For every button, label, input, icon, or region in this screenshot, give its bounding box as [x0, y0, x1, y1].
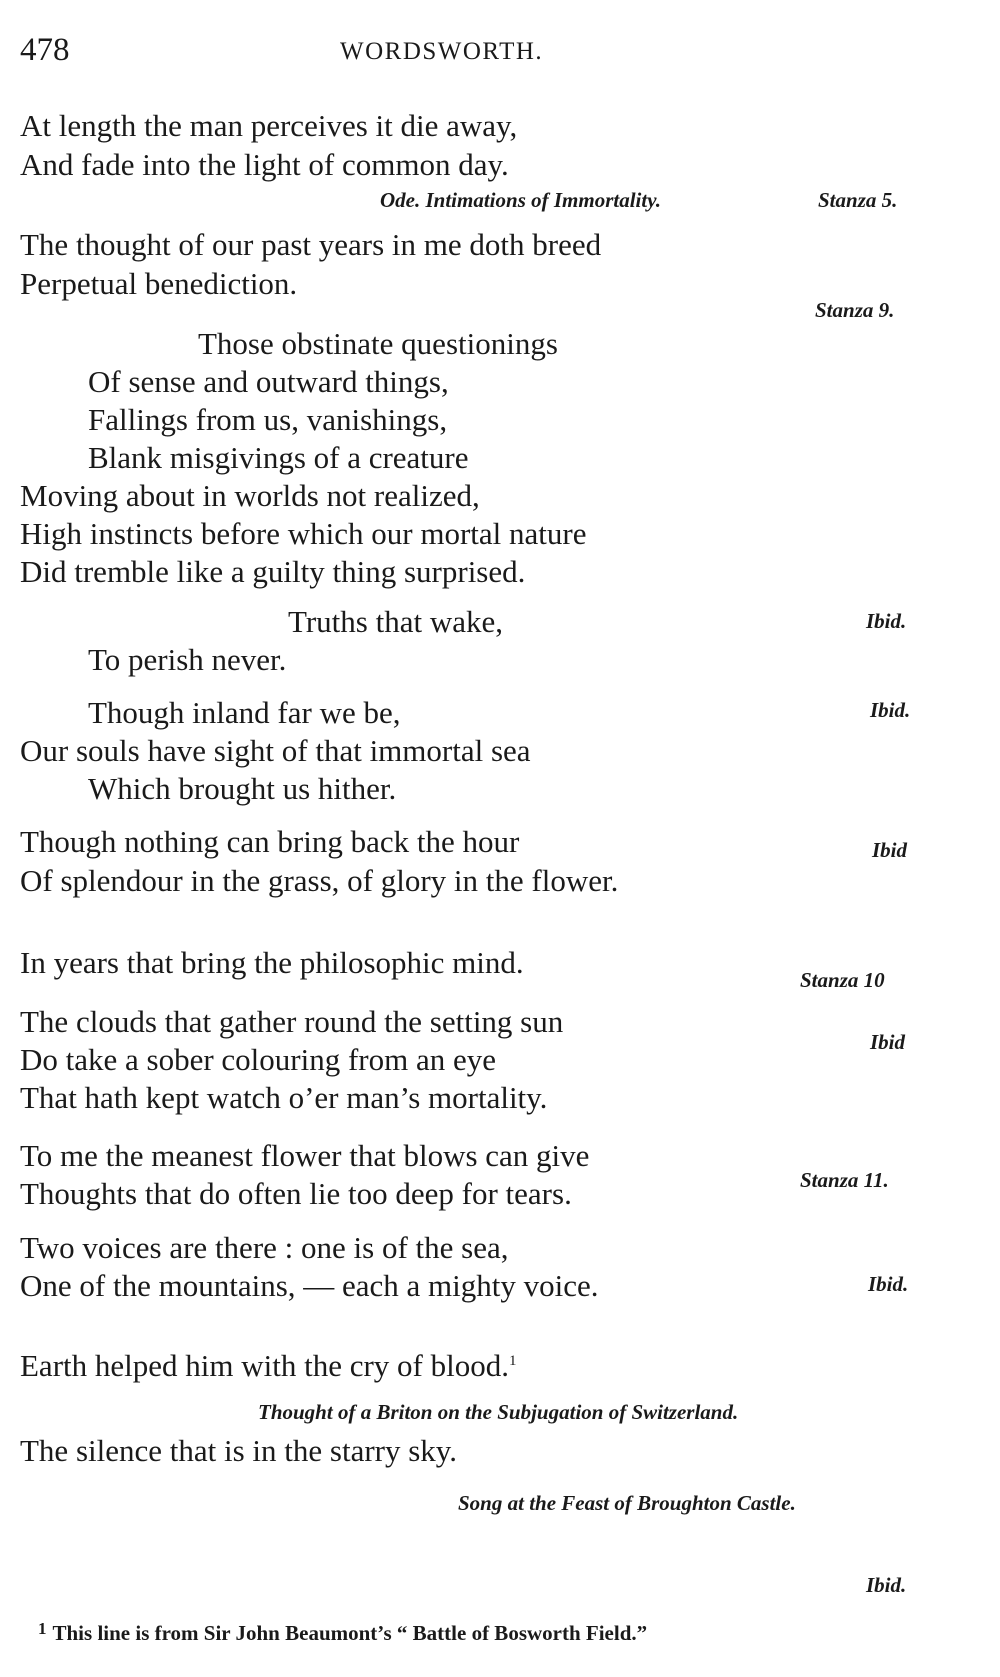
verse-line: The silence that is in the starry sky. [20, 1433, 458, 1468]
page-number: 478 [20, 32, 70, 68]
attribution: Ibid [872, 838, 908, 862]
attribution: Stanza 9. [815, 298, 895, 322]
verse-line: To me the meanest flower that blows can give [20, 1138, 590, 1173]
attribution: Ibid. [870, 698, 911, 722]
verse-line: To perish never. [88, 642, 287, 677]
attribution: Ibid [870, 1030, 906, 1054]
attribution: Ibid. [866, 609, 907, 633]
attribution: Stanza 10 [800, 968, 885, 992]
verse-line: Two voices are there : one is of the sea, [20, 1230, 509, 1265]
verse-line: Blank misgivings of a creature [88, 440, 469, 475]
verse-line: Of sense and outward things, [88, 364, 449, 399]
attribution: Song at the Feast of Broughton Castle. [458, 1491, 796, 1515]
verse-line: That hath kept watch o’er man’s mortality. [20, 1080, 548, 1115]
verse-line: Do take a sober colouring from an eye [20, 1042, 497, 1077]
verse-line: Those obstinate questionings [198, 326, 558, 361]
verse-line: Which brought us hither. [88, 771, 397, 806]
verse-line: In years that bring the philosophic mind. [20, 945, 524, 980]
attribution: Ibid. [866, 1573, 907, 1597]
verse-line: Perpetual benediction. [20, 266, 298, 301]
verse-line: Fallings from us, vanishings, [88, 402, 448, 437]
verse-line: Thoughts that do often lie too deep for tears. [20, 1176, 572, 1211]
footnote-marker: 1 [38, 1619, 47, 1638]
verse-line: Truths that wake, [288, 604, 503, 639]
verse-line: At length the man perceives it die away, [20, 108, 518, 143]
verse-line: High instincts before which our mortal nature [20, 516, 587, 551]
verse-line: Moving about in worlds not realized, [20, 478, 480, 513]
verse-line: Our souls have sight of that immortal sea [20, 733, 531, 768]
verse-line: And fade into the light of common day. [20, 147, 509, 182]
attribution: Thought of a Briton on the Subjugation of Switzerland. [258, 1400, 739, 1424]
verse-line: Though inland far we be, [88, 695, 401, 730]
footnote [38, 1614, 647, 1648]
verse-line: The clouds that gather round the setting sun [20, 1004, 564, 1039]
footnote-text: This line is from Sir John Beaumont’s “ Battle of Bosworth Field.” [52, 1621, 648, 1645]
running-title: WORDSWORTH. [340, 38, 544, 65]
verse-line [20, 1346, 517, 1386]
verse-line: Did tremble like a guilty thing surprised. [20, 554, 526, 589]
verse-line: Though nothing can bring back the hour [20, 824, 520, 859]
attribution: Stanza 11. [800, 1168, 889, 1192]
verse-line: The thought of our past years in me doth breed [20, 227, 602, 262]
verse-line: One of the mountains, — each a mighty voice. [20, 1268, 599, 1303]
verse-text: Earth helped him with the cry of blood. [20, 1348, 509, 1383]
attribution-ref: Stanza 5. [818, 188, 898, 212]
attribution: Ibid. [868, 1272, 909, 1296]
verse-line: Of splendour in the grass, of glory in the flower. [20, 863, 619, 898]
attribution-title: Ode. Intimations of Immortality. [380, 188, 661, 212]
footnote-ref: 1 [509, 1353, 517, 1369]
